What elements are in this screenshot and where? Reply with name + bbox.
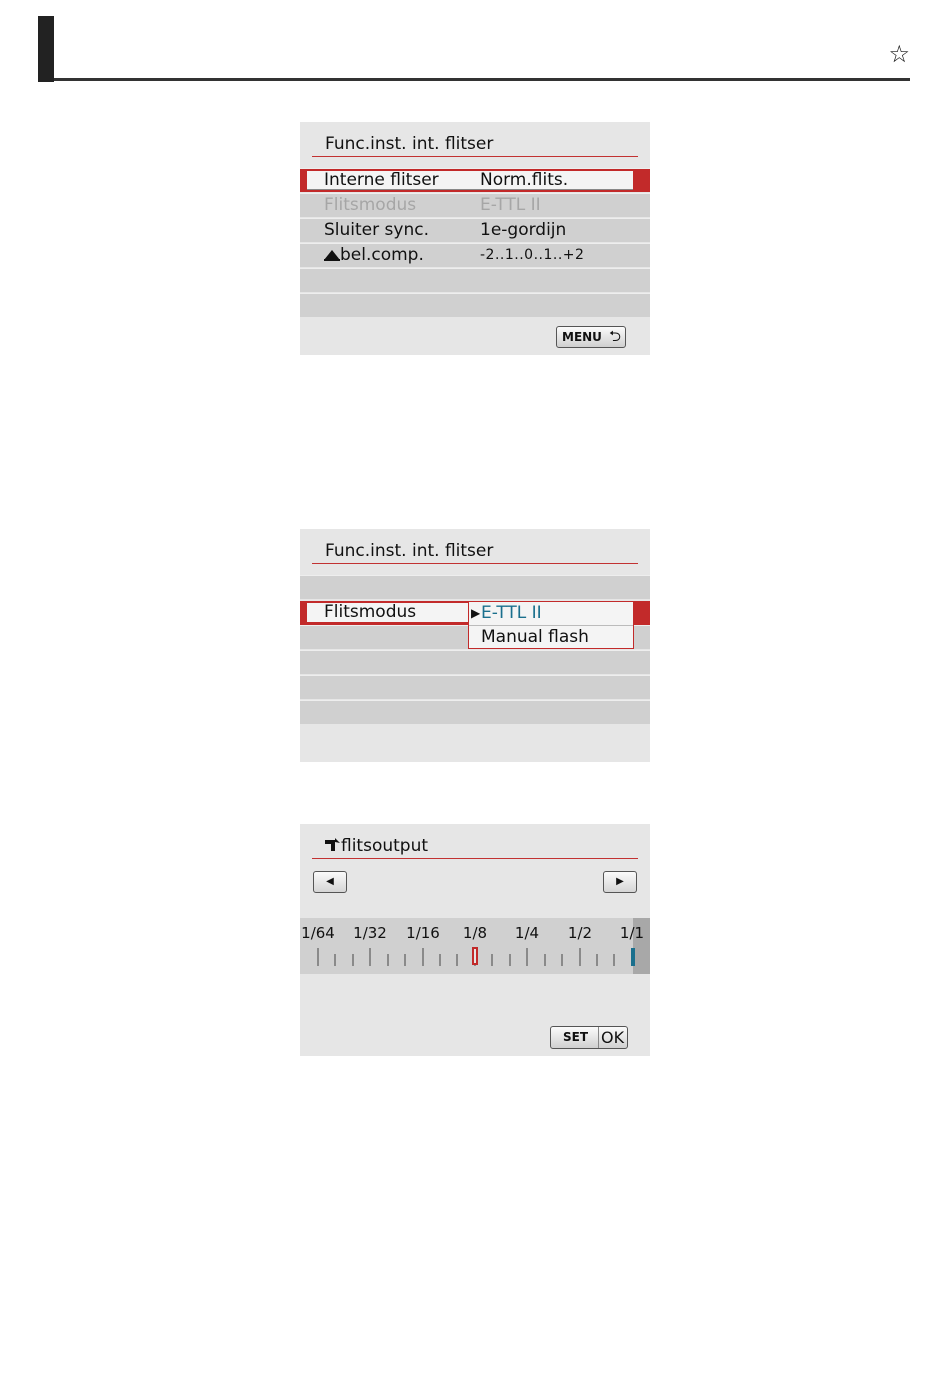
star-icon: ☆ [888, 40, 910, 68]
row-label-text: bel.comp. [340, 245, 424, 265]
current-output-marker[interactable] [472, 947, 478, 965]
scale-tick [369, 948, 371, 966]
scale-label: 1/2 [567, 924, 593, 942]
scale-label: 1/16 [406, 924, 440, 942]
empty-row [300, 700, 650, 724]
scale-tick [352, 954, 354, 966]
flash-mode-dropdown[interactable] [468, 601, 634, 649]
row-label: Sluiter sync. [324, 220, 429, 240]
exposure-comp-scale: -2..1..0..1..+2 [480, 247, 585, 263]
row-label: Interne flitser [324, 170, 439, 190]
empty-row [300, 293, 650, 317]
screen-title-text: flitsoutput [341, 836, 429, 856]
return-icon: ⮌ [608, 327, 621, 345]
screen-title [325, 836, 428, 856]
max-output-marker [631, 948, 635, 966]
scale-tick [509, 954, 511, 966]
scale-label: 1/64 [301, 924, 335, 942]
option-manual-flash[interactable]: Manual flash [481, 627, 589, 647]
scale-label: 1/8 [462, 924, 488, 942]
set-label: SET [563, 1030, 589, 1044]
scale-tick [526, 948, 528, 966]
empty-row [300, 675, 650, 699]
empty-row [300, 650, 650, 674]
row-value: 1e-gordijn [480, 220, 567, 240]
row-value: E-TTL II [480, 195, 541, 215]
scale-tick [422, 948, 424, 966]
row-flitsmodus [300, 193, 650, 217]
row-flash-exposure-comp[interactable] [300, 243, 650, 267]
row-interne-flitser[interactable] [300, 168, 650, 192]
set-ok-button[interactable] [550, 1026, 628, 1049]
scale-label: 1/32 [353, 924, 387, 942]
scale-tick [334, 954, 336, 966]
section-header [38, 16, 910, 82]
caret-left-icon: ◀ [326, 876, 334, 887]
flash-output-screen [300, 824, 650, 1056]
scale-tick [561, 954, 563, 966]
caret-right-icon: ▶ [471, 606, 481, 620]
scale-tick [456, 954, 458, 966]
row-sluiter-sync[interactable] [300, 218, 650, 242]
manual-flash-icon [325, 838, 341, 852]
option-ettl[interactable]: E-TTL II [481, 603, 542, 623]
scale-tick [317, 948, 319, 966]
row-value: Norm.flits. [480, 170, 569, 190]
screen-title: Func.inst. int. flitser [325, 134, 494, 154]
option-divider [469, 625, 633, 626]
decrease-button[interactable] [313, 871, 347, 893]
button-divider [598, 1027, 599, 1048]
scale-tick [613, 954, 615, 966]
row-label [324, 245, 424, 265]
section-marker [38, 16, 54, 82]
row-label: Flitsmodus [324, 602, 417, 622]
title-underline [312, 858, 638, 859]
row-label: Flitsmodus [324, 195, 417, 215]
caret-right-icon: ▶ [616, 876, 624, 887]
screen-title: Func.inst. int. flitser [325, 541, 494, 561]
ok-label: OK [601, 1028, 625, 1047]
menu-return-button[interactable] [556, 326, 626, 348]
title-underline [312, 563, 638, 564]
flash-exposure-icon [324, 249, 340, 261]
menu-label: MENU [562, 330, 602, 344]
title-underline [312, 156, 638, 157]
scale-tick [491, 954, 493, 966]
header-rule [54, 78, 910, 81]
scale-tick [579, 948, 581, 966]
empty-row [300, 268, 650, 292]
scale-tick [387, 954, 389, 966]
scale-tick [439, 954, 441, 966]
scale-tick [404, 954, 406, 966]
scale-tick [596, 954, 598, 966]
scale-tick [544, 954, 546, 966]
scale-label: 1/1 [619, 924, 645, 942]
flash-mode-screen [300, 529, 650, 762]
increase-button[interactable] [603, 871, 637, 893]
scale-label: 1/4 [514, 924, 540, 942]
flash-settings-screen [300, 122, 650, 355]
empty-row [300, 575, 650, 599]
